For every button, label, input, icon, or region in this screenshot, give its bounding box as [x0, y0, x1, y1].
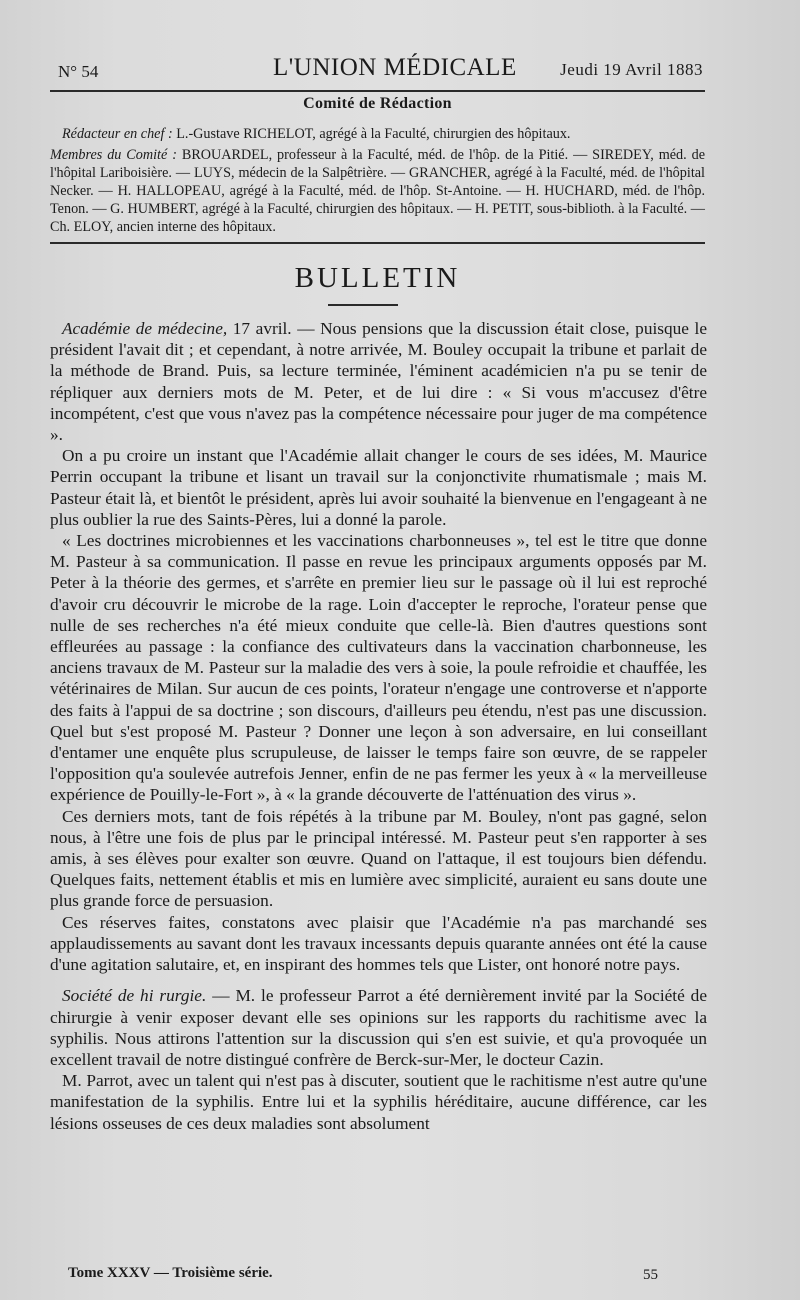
paragraph: On a pu croire un instant que l'Académie allait changer le cours de ses idées, M. Maurice Perrin occupant la tribune et lisant un travail sur la conjonctivite rhumatismale ; mais M. Pasteur était là, et bientôt le président, après lui avoir souhaité la bienvenue en l'engageant à ne plus oublier la rue des Saints-Pères, lui a donné la parole.	[50, 446, 707, 529]
title-underline	[328, 304, 398, 306]
paragraph: Ces réserves faites, constatons avec plaisir que l'Académie n'a pas marchandé ses applaudissements au savant dont les travaux incessants depuis quarante années ont été la cause d'une agitation salutaire, et, en inspirant des hommes tels que Lister, ont honoré notre pays.	[50, 912, 707, 975]
volume-line: Tome XXXV — Troisième série.	[68, 1265, 273, 1281]
paragraph-text: 17 avril. — Nous pensions que la discussion était close, puisque le président l'avait dit ; et cependant, à notre arrivée, M. Bouley occupait la tribune et parlait de la méthode de Brand. Puis, sa lecture terminée, l'éminent académicien n'a pu se tenir de répliquer aux derniers mots de M. Peter, et de lui dire : « Si vous m'accusez d'être incompétent, c'est que vous n'avez pas la compétence nécessaire pour juger de ma compétence ».	[50, 319, 707, 445]
committee-members	[50, 146, 705, 236]
bulletin-title: BULLETIN	[294, 262, 461, 294]
members-label: Membres du Comité :	[50, 147, 177, 163]
editor-text: L.-Gustave RICHELOT, agrégé à la Faculté, chirurgien des hôpitaux.	[176, 126, 571, 142]
issue-number: N° 54	[58, 62, 99, 81]
committee-title: Comité de Rédaction	[303, 95, 452, 112]
paragraph-societe	[50, 985, 707, 1070]
section-lead-societe: Société de hi rurgie.	[62, 986, 207, 1006]
article-body	[50, 318, 707, 1134]
journal-title: L'UNION MÉDICALE	[273, 54, 517, 81]
paragraph-text: — M. le professeur Parrot a été dernièrement invité par la Société de chirurgie à venir exposer devant elle ses opinions sur les rapports du rachitisme avec la syphilis. Nous attirons l'attention sur la discussion qui s'en est suivie, et qu'a provoquée un excellent travail de notre distingué confrère de Berck-sur-Mer, le docteur Cazin.	[50, 986, 707, 1069]
paragraph: Ces derniers mots, tant de fois répétés à la tribune par M. Bouley, n'ont pas gagné, selon nous, à l'être une fois de plus par le principal intéressé. M. Pasteur peut s'en rapporter à ses amis, à ses élèves pour exalter son œuvre. Quand on l'attaque, il est toujours bien défendu. Quelques faits, nettement établis et mis en lumière avec simplicité, auraient eu sans doute une plus grande force de persuasion.	[50, 806, 707, 911]
page-number: 55	[643, 1267, 658, 1283]
header-rule	[50, 90, 705, 92]
paragraph-academie	[50, 318, 707, 445]
issue-date: Jeudi 19 Avril 1883	[560, 60, 703, 79]
paragraph: « Les doctrines microbiennes et les vaccinations charbonneuses », tel est le titre que donne M. Pasteur à sa communication. Il passe en revue les principaux arguments opposés par M. Peter à la théorie des germes, et s'arrête en premier lieu sur le passage où il lui est reproché d'avoir cru découvrir le microbe de la rage. Loin d'accepter le reproche, l'orateur pense que nulle de ses recherches n'a été mieux conduite que celle-là. Bien d'autres questions sont effleurées au passage : la confiance des cultivateurs dans la vaccination charbonneuse, les anciens travaux de M. Pasteur sur la maladie des vers à soie, la poule refroidie et chauffée, les vétérinaires de Milan. Sur aucun de ces points, l'orateur n'engage une controverse et n'apporte des faits à l'appui de sa doctrine ; son discours, d'ailleurs peu étendu, n'est pas une discussion. Quel but s'est proposé M. Pasteur ? Donner une leçon à son adversaire, en lui conseillant d'entamer une enquête plus scrupuleuse, de laisser le temps faire son œuvre, de se rappeler l'opposition qu'a soulevée autrefois Jenner, enfin de ne pas fermer les yeux à « la merveilleuse expérience de Pouilly-le-Fort », à « la grande découverte de l'atténuation des virus ».	[50, 531, 707, 805]
members-text: BROUARDEL, professeur à la Faculté, méd. de l'hôp. de la Pitié. — SIREDEY, méd. de l'hôpital Lariboisière. — LUYS, médecin de la Salpêtrière. — GRANCHER, agrégé à la Faculté, méd. de l'hôpital Necker. — H. HALLOPEAU, agrégé à la Faculté, méd. de l'hôp. St-Antoine. — H. HUCHARD, méd. de l'hôp. Tenon. — G. HUMBERT, agrégé à la Faculté, chirurgien des hôpitaux. — H. PETIT, sous-biblioth. à la Faculté. — Ch. ELOY, ancien interne des hôpitaux.	[50, 147, 705, 235]
committee-rule	[50, 242, 705, 244]
paragraph: M. Parrot, avec un talent qui n'est pas à discuter, soutient que le rachitisme n'est autre qu'une manifestation de la syphilis. Entre lui et la syphilis héréditaire, aucune différence, car les lésions osseuses de ces deux maladies sont absolument	[50, 1071, 707, 1133]
section-lead-academie: Académie de médecine,	[62, 319, 228, 338]
editor-in-chief	[50, 125, 705, 143]
editorial-committee	[50, 95, 705, 236]
page-footer	[68, 1262, 658, 1286]
editor-label: Rédacteur en chef :	[62, 126, 173, 142]
running-head	[58, 52, 703, 88]
